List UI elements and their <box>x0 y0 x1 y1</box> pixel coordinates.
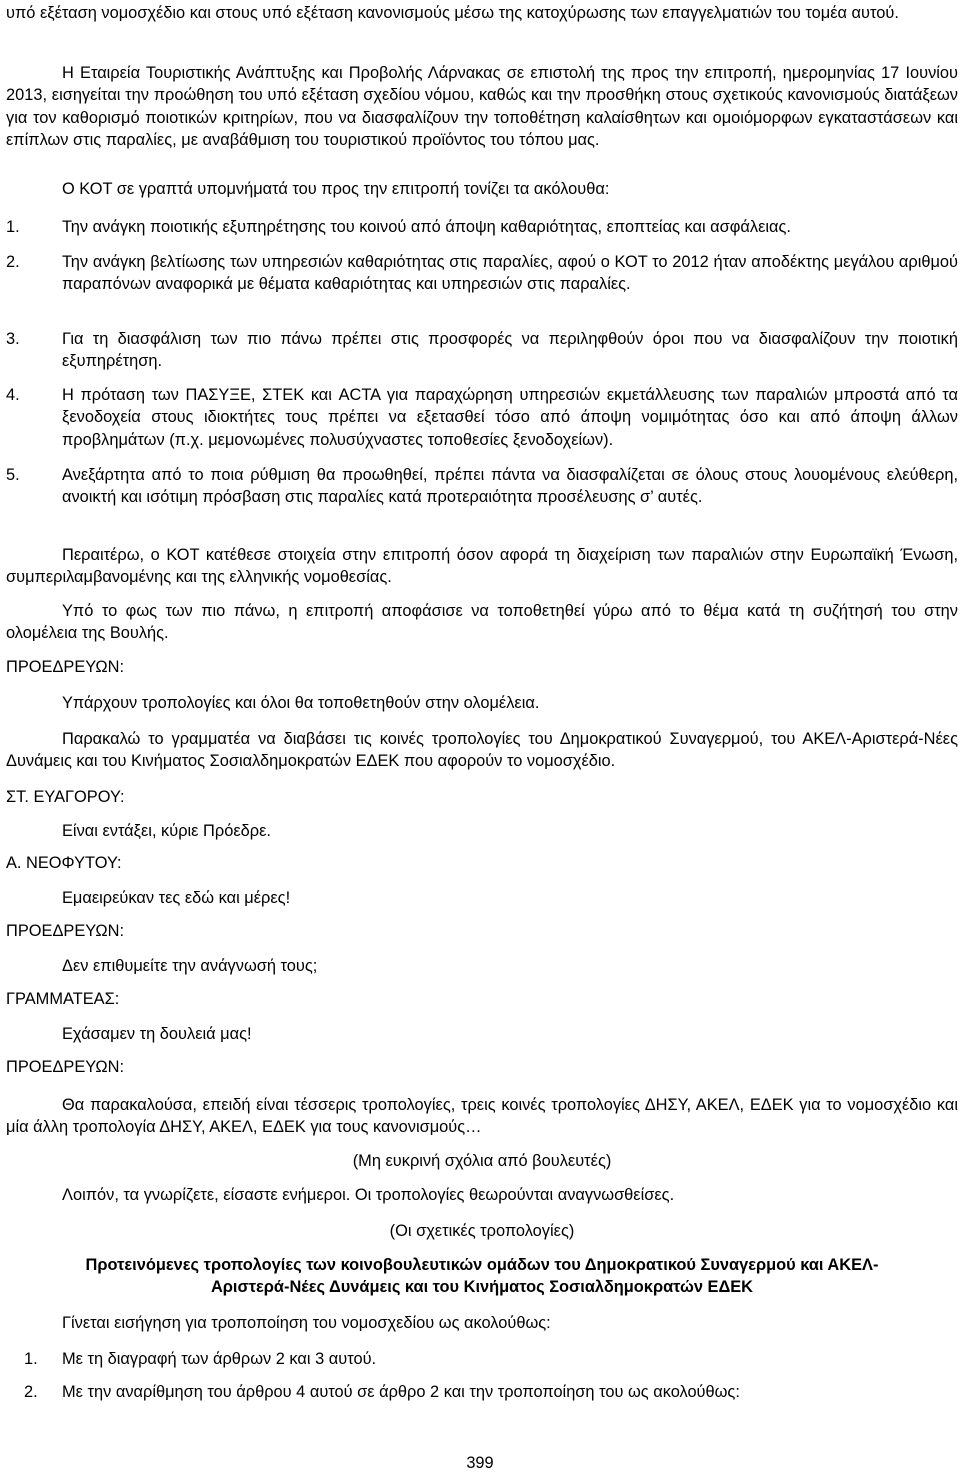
amendment-item-2 <box>24 1381 954 1403</box>
item-text: Η πρόταση των ΠΑΣΥΞΕ, ΣΤΕΚ και ACTA για παραχώρηση υπηρεσιών εκμετάλλευσης των παραλιών μπροστά από τα ξενοδοχεία στους ιδιοκτήτες τους πρέπει να εξετασθεί τόσο από άποψη νομιμότητας όσο και από άποψη άλλων προβλημάτων (π.χ. μεμονωμένες πολυσύχναστες τοποθεσίες ξενοδοχείων). <box>62 386 958 449</box>
page-number: 399 <box>466 1454 494 1472</box>
item-number: 2. <box>24 1383 38 1401</box>
item-text: Την ανάγκη βελτίωσης των υπηρεσιών καθαριότητας στις παραλίες, αφού ο ΚΟΤ το 2012 ήταν αποδέκτης μεγάλου αριθμού παραπόνων αναφορικά με θέματα καθαριότητας και υπηρεσιών στις παραλίες. <box>62 253 958 294</box>
speech-text: Παρακαλώ το γραμματέα να διαβάσει τις κοινές τροπολογίες του Δημοκρατικού Συναγερμού, του ΑΚΕΛ-Αριστερά-Νέες Δυνάμεις και του Κινήματος Σοσιαλδημοκρατών ΕΔΕΚ που αφορούν το νομοσχέδιο. <box>6 730 958 771</box>
item-number: 1. <box>24 1350 38 1368</box>
speech-text: Δεν επιθυμείτε την ανάγνωσή τους; <box>62 957 318 975</box>
numbered-item-4 <box>6 384 958 451</box>
item-number: 2. <box>6 253 20 271</box>
speech-text: Εμαειρεύκαν τες εδώ και μέρες! <box>62 889 291 907</box>
amendment-heading-line: Προτεινόμενες τροπολογίες των κοινοβουλευτικών ομάδων του Δημοκρατικού Συναγερμού και ΑΚΕΛ- <box>85 1256 879 1274</box>
speech-text: Είναι εντάξει, κύριε Πρόεδρε. <box>62 822 271 840</box>
speech-text: Υπάρχουν τροπολογίες και όλοι θα τοποθετηθούν στην ολομέλεια. <box>62 694 540 712</box>
item-text: Την ανάγκη ποιοτικής εξυπηρέτησης του κοινού από άποψη καθαριότητας, εποπτείας και ασφάλειας. <box>62 218 791 236</box>
numbered-item-3 <box>6 328 958 373</box>
remark: (Μη ευκρινή σχόλια από βουλευτές) <box>352 1152 612 1170</box>
item-text: Για τη διασφάλιση των πιο πάνω πρέπει στις προσφορές να περιληφθούν όροι που να διασφαλίζουν την ποιοτική εξυπηρέτηση. <box>62 330 958 371</box>
paragraph-committee-decision: Υπό το φως των πιο πάνω, η επιτροπή αποφάσισε να τοποθετηθεί γύρω από το θέμα κατά τη συζήτησή του στην ολομέλεια της Βουλής. <box>6 602 958 643</box>
item-text: Με την αναρίθμηση του άρθρου 4 αυτού σε άρθρο 2 και την τροποποίηση του ως ακολούθως: <box>62 1383 740 1401</box>
item-number: 5. <box>6 466 20 484</box>
remark: (Οι σχετικές τροπολογίες) <box>389 1222 575 1240</box>
speaker-label: ΠΡΟΕΔΡΕΥΩΝ: <box>6 658 125 676</box>
numbered-item-2 <box>6 251 958 296</box>
speaker-label: Α. ΝΕΟΦΥΤΟΥ: <box>6 854 122 872</box>
item-number: 1. <box>6 218 20 236</box>
speaker-label: ΓΡΑΜΜΑΤΕΑΣ: <box>6 990 120 1008</box>
speaker-label: ΠΡΟΕΔΡΕΥΩΝ: <box>6 922 125 940</box>
speech-text: Θα παρακαλούσα, επειδή είναι τέσσερις τροπολογίες, τρεις κοινές τροπολογίες ΔΗΣΥ, ΑΚΕΛ, ΕΔΕΚ για το νομοσχέδιο και μία άλλη τροπολογία ΔΗΣΥ, ΑΚΕΛ, ΕΔΕΚ για τους κανονισμούς… <box>6 1096 958 1137</box>
speech-text: Εχάσαμεν τη δουλειά μας! <box>62 1025 252 1043</box>
amendment-heading-line: Αριστερά-Νέες Δυνάμεις και του Κινήματος Σοσιαλδημοκρατών ΕΔΕΚ <box>210 1278 754 1297</box>
paragraph-kot-intro: Ο ΚΟΤ σε γραπτά υπομνήματά του προς την επιτροπή τονίζει τα ακόλουθα: <box>62 180 610 198</box>
amendment-intro: Γίνεται εισήγηση για τροποποίηση του νομοσχεδίου ως ακολούθως: <box>62 1314 551 1332</box>
item-text: Με τη διαγραφή των άρθρων 2 και 3 αυτού. <box>62 1350 377 1368</box>
speech-text: Λοιπόν, τα γνωρίζετε, είσαστε ενήμεροι. Οι τροπολογίες θεωρούνται αναγνωσθείσες. <box>62 1186 675 1204</box>
speaker-label: ΠΡΟΕΔΡΕΥΩΝ: <box>6 1058 125 1076</box>
amendment-item-1 <box>24 1348 954 1370</box>
item-text: Ανεξάρτητα από το ποια ρύθμιση θα προωθηθεί, πρέπει πάντα να διασφαλίζεται σε όλους στους λουομένους ελεύθερη, ανοικτή και ισότιμη πρόσβαση στις παραλίες κατά προτεραιότητα προσέλευσης σ’ αυτές. <box>62 466 958 507</box>
numbered-item-5 <box>6 464 958 509</box>
paragraph-larnaca-company: Η Εταιρεία Τουριστικής Ανάπτυξης και Προβολής Λάρνακας σε επιστολή της προς την επιτροπή, ημερομηνίας 17 Ιουνίου 2013, εισηγείται την προώθηση του υπό εξέταση σχεδίου νόμου, καθώς και την προσθήκη στους σχετικούς κανονισμούς διατάξεων για τον καθορισμό ποιοτικών κριτηρίων, που να διασφαλίζουν την τοποθέτηση καλαίσθητων και ομοιόμορφων εγκαταστάσεων και επίπλων στις παραλίες, με αναβάθμιση του τουριστικού προϊόντος του τόπου μας. <box>6 64 958 150</box>
numbered-item-1 <box>6 216 958 238</box>
speaker-label: ΣΤ. ΕΥΑΓΟΡΟΥ: <box>6 788 125 806</box>
paragraph-kot-eu: Περαιτέρω, ο ΚΟΤ κατέθεσε στοιχεία στην επιτροπή όσον αφορά τη διαχείριση των παραλιών στην Ευρωπαϊκή Ένωση, συμπεριλαμβανομένης και της ελληνικής νομοθεσίας. <box>6 546 958 587</box>
item-number: 3. <box>6 330 20 348</box>
item-number: 4. <box>6 386 20 404</box>
amendment-heading <box>6 1254 958 1299</box>
paragraph-continuation: υπό εξέταση νομοσχέδιο και στους υπό εξέταση κανονισμούς μέσω της κατοχύρωσης των επαγγελματιών του τομέα αυτού. <box>6 4 899 22</box>
